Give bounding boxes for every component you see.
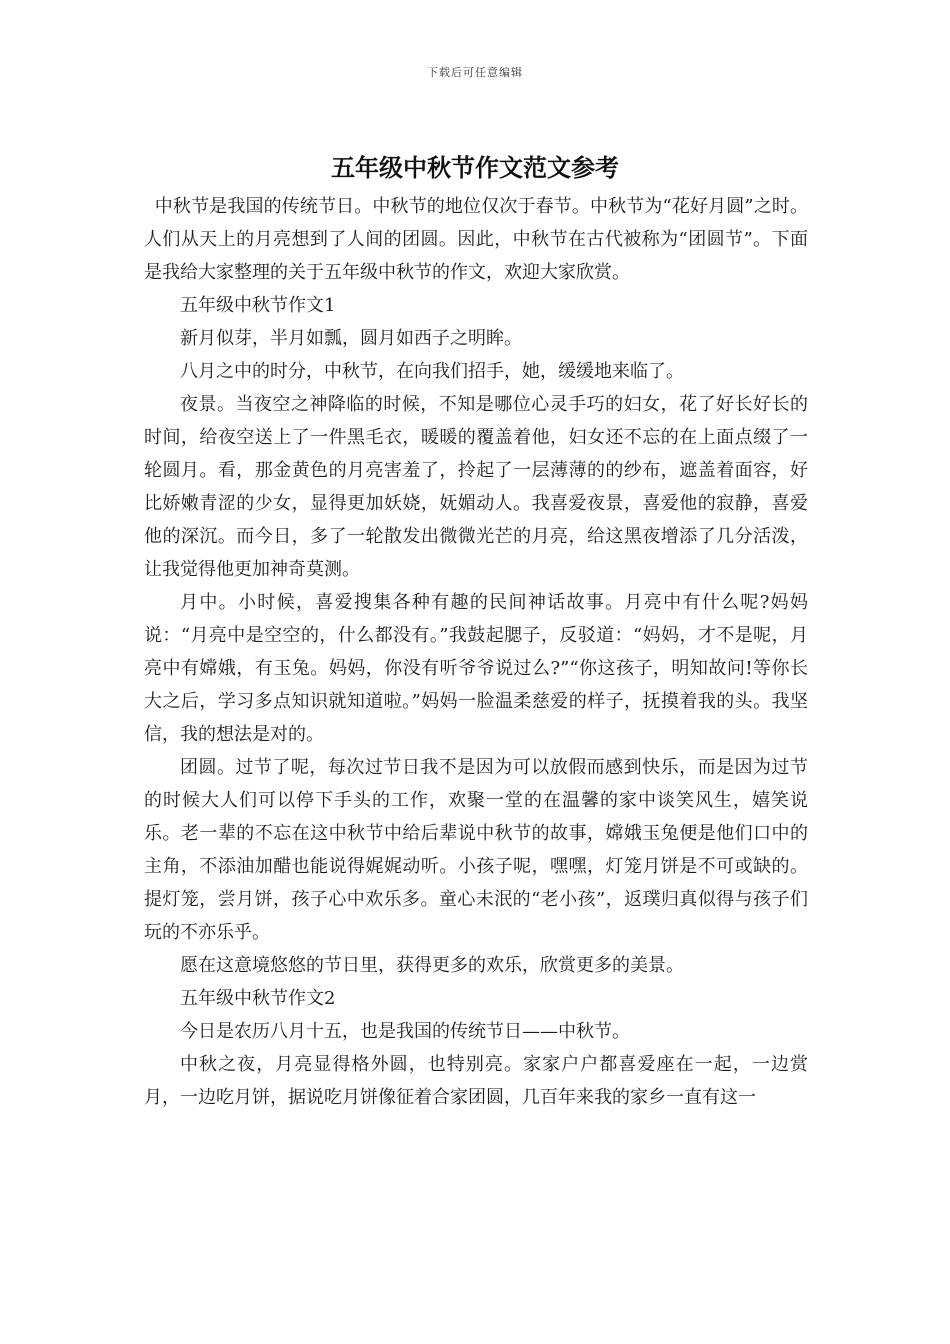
section-heading-essay-2: 五年级中秋节作文2: [180, 988, 336, 1009]
document-title: 五年级中秋节作文范文参考: [331, 153, 619, 182]
header-note: 下载后可任意编辑: [427, 66, 523, 79]
paragraph: 中秋之夜，月亮显得格外圆，也特别亮。家家户户都喜爱座在一起，一边赏月，一边吃月饼，据说吃月饼像征着合家团圆，几百年来我的家乡一直有这一: [144, 1054, 808, 1108]
section-heading-essay-1: 五年级中秋节作文1: [180, 295, 336, 316]
paragraph: 八月之中的时分，中秋节，在向我们招手，她，缓缓地来临了。: [180, 361, 684, 382]
paragraph: 月中。小时候，喜爱搜集各种有趣的民间神话故事。月亮中有什么呢?妈妈说：“月亮中是空空的，什么都没有。”我鼓起腮子，反驳道：“妈妈，才不是呢，月亮中有嫦娥，有玉兔。妈妈，你没有听爷爷说过么?”“你这孩子，明知故问!等你长大之后，学习多点知识就知道啦。”妈妈一脸温柔慈爱的样子，抚摸着我的头。我坚信，我的想法是对的。: [144, 592, 808, 745]
paragraph: 今日是农历八月十五，也是我国的传统节日——中秋节。: [180, 1021, 630, 1042]
intro-paragraph: 中秋节是我国的传统节日。中秋节的地位仅次于春节。中秋节为“花好月圆”之时。人们从天上的月亮想到了人间的团圆。因此，中秋节在古代被称为“团圆节”。下面是我给大家整理的关于五年级中秋节的作文，欢迎大家欣赏。: [144, 196, 808, 283]
paragraph: 夜景。当夜空之神降临的时候，不知是哪位心灵手巧的妇女，花了好长好长的时间，给夜空送上了一件黑毛衣，暖暖的覆盖着他，妇女还不忘的在上面点缀了一轮圆月。看，那金黄色的月亮害羞了，拎起了一层薄薄的的纱布，遮盖着面容，好比娇嫩青涩的少女，显得更加妖娆，妩媚动人。我喜爱夜景，喜爱他的寂静，喜爱他的深沉。而今日，多了一轮散发出微微光芒的月亮，给这黑夜增添了几分活泼，让我觉得他更加神奇莫测。: [144, 394, 808, 580]
paragraph: 新月似芽，半月如瓢，圆月如西子之明眸。: [180, 328, 522, 349]
document-body: [144, 190, 808, 1114]
paragraph: 团圆。过节了呢，每次过节日我不是因为可以放假而感到快乐，而是因为过节的时候大人们可以停下手头的工作，欢聚一堂的在温馨的家中谈笑风生，嬉笑说乐。老一辈的不忘在这中秋节中给后辈说中秋节的故事，嫦娥玉兔便是他们口中的主角，不添油加醋也能说得娓娓动听。小孩子呢，嘿嘿，灯笼月饼是不可或缺的。提灯笼，尝月饼，孩子心中欢乐多。童心未泯的“老小孩”，返璞归真似得与孩子们玩的不亦乐乎。: [144, 757, 808, 943]
paragraph: 愿在这意境悠悠的节日里，获得更多的欢乐，欣赏更多的美景。: [180, 955, 684, 976]
